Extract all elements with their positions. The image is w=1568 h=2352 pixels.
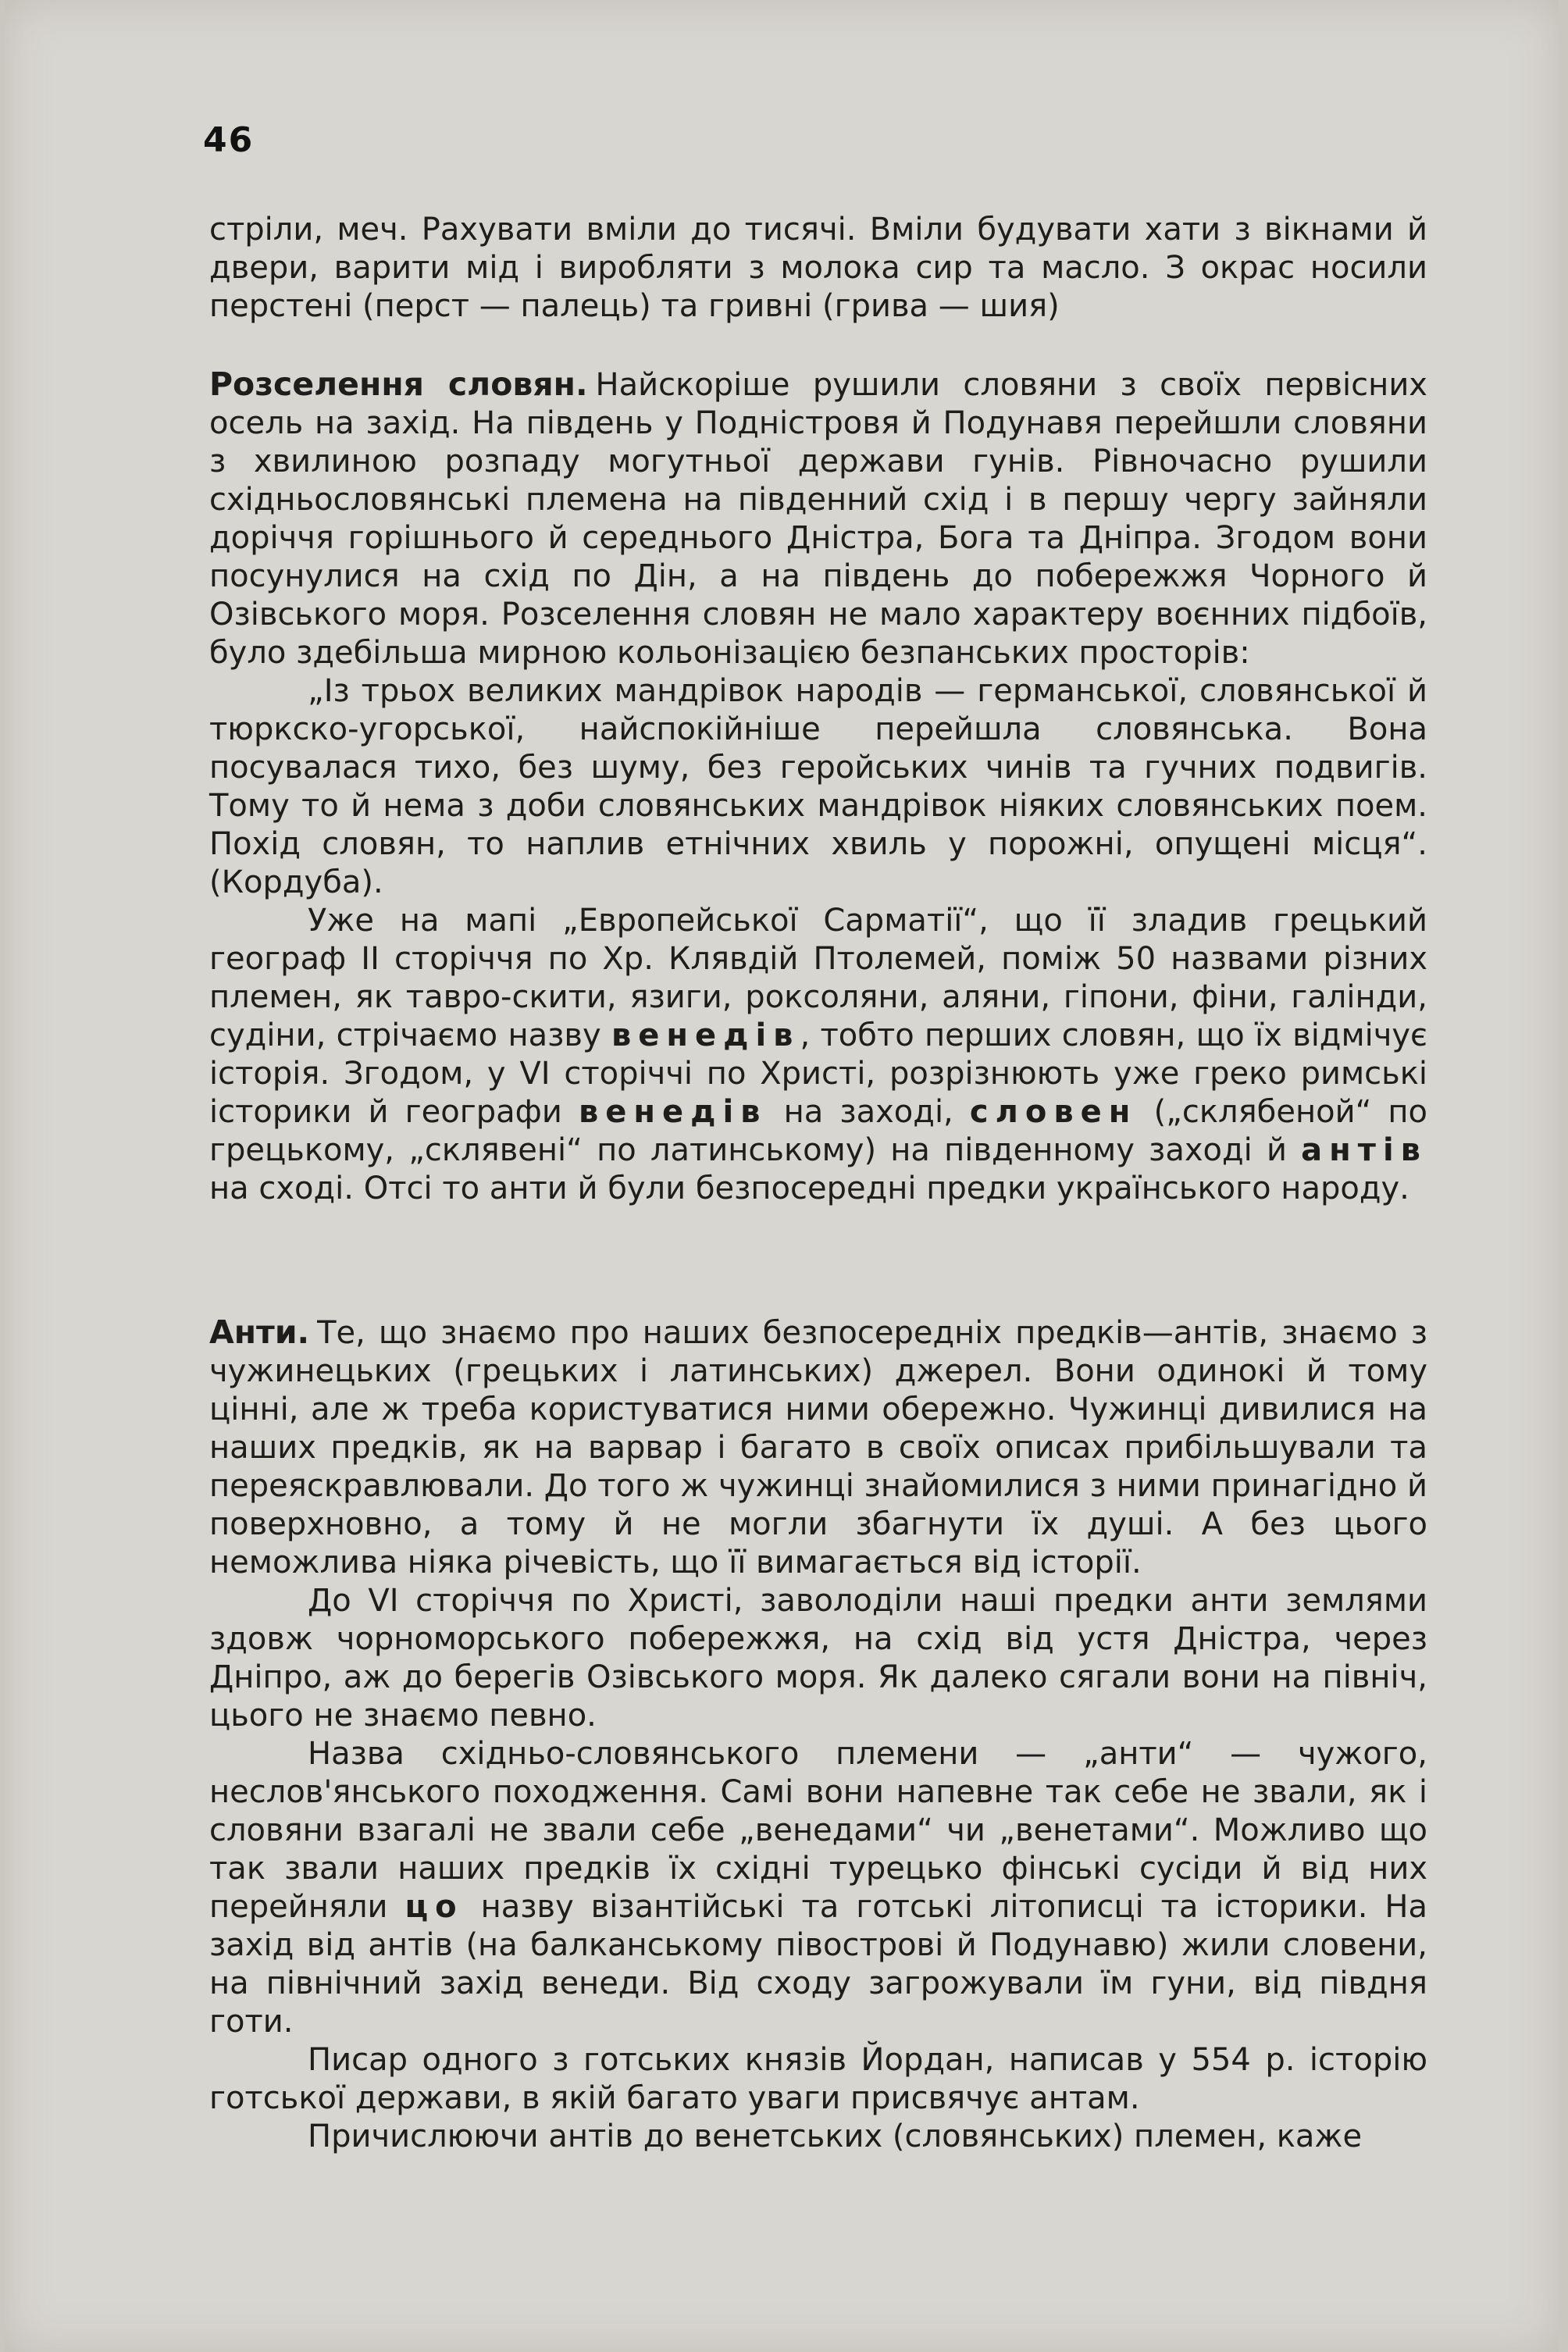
emphasis-venedy: венедів <box>611 1017 800 1053</box>
emphasis-co: цо <box>404 1889 464 1925</box>
p3-part-a: Назва східньо-словянського племени — „анти“ — чужого, неслов'янського походження. Самі вони напевне так себе не звали, як і словяни взагалі не звали себе „венедами“ чи „венетами“. Можливо що так звали наших предків їх східні турецько фінські сусіди й від них перейняли <box>209 1736 1427 1925</box>
section-heading-anty: Анти. <box>209 1313 310 1351</box>
emphasis-antiv: антів <box>1301 1132 1427 1168</box>
page-number: 46 <box>203 120 255 160</box>
anty-section <box>209 1313 1427 2156</box>
anty-paragraph-1 <box>209 1313 1427 1582</box>
intro-block <box>209 211 1427 326</box>
anty-paragraph-4: Писар одного з готських князів Йордан, написав у 554 р. історію готської держави, в якій багато уваги присвячує антам. <box>209 2042 1427 2116</box>
p2-part-d: („склябеной“ по грецькому, „склявені“ по латинському) на південному заході й <box>209 1094 1428 1168</box>
section-heading-settlement: Розселення словян. <box>209 365 588 403</box>
anty-paragraph-5: Причислюючи антів до венетських (словянських) племен, каже <box>308 2119 1363 2154</box>
emphasis-venedy-2: венедів <box>578 1094 768 1130</box>
settlement-quote: „Із трьох великих мандрівок народів — германської, словянської й тюркско-угорської, найспокійніше перейшла словянська. Вона посувалася тихо, без шуму, без геройських чинів та гучних подвигів. Тому то й нема з доби словянських мандрівок ніяких словянських поем. Похід словян, то наплив етнічних хвиль у порожні, опущені місця“. (Кордуба). <box>209 673 1427 900</box>
p3-part-b: назву візантійські та готські літописці та історики. На захід від антів (на балканському півострові й Подунавю) жили словени, на північний захід венеди. Від сходу загрожували їм гуни, від півдня готи. <box>209 1889 1428 2040</box>
p2-part-c: на заході, <box>783 1094 953 1130</box>
p2-part-b: , тобто перших словян, що їх відмічує історія. Згодом, у VI сторіччі по Христі, розрізнюють уже греко римські історики й географи <box>209 1017 1428 1130</box>
anty-paragraph-3 <box>209 1735 1427 2041</box>
settlement-paragraph-2 <box>209 902 1427 1208</box>
p2-part-e: на сході. Отсі то анти й були безпосередні предки українського народу. <box>209 1171 1409 1206</box>
settlement-p1-text: Найскоріше рушили словяни з своїх первісних осель на захід. На південь у Подністровя й Подунавя перейшли словяни з хвилиною розпаду могутньої держави гунів. Рівночасно рушили східньословянські племена на південний схід і в першу чергу зайняли доріччя горішнього й середнього Дністра, Бога та Дніпра. Згодом вони посунулися на схід по Дін, а на південь до побережжя Чорного й Озівського моря. Розселення словян не мало характеру воєнних підбоїв, було здебільша мирною кольонізацією безпанських просторів: <box>209 367 1427 671</box>
settlement-paragraph-1 <box>209 365 1427 672</box>
anty-paragraph-2: До VI сторіччя по Христі, заволоділи наші предки анти землями здовж чорноморського побережжя, на схід від устя Дністра, через Дніпро, аж до берегів Озівського моря. Як далеко сягали вони на північ, цього не знаємо певно. <box>209 1583 1427 1734</box>
p2-part-a: Уже на мапі „Европейської Сарматії“, що її зладив грецький географ II сторіччя по Хр. Клявдій Птолемей, поміж 50 назвами різних племен, як тавро-скити, язиги, роксоляни, аляни, гіпони, фіни, галінди, судіни, стрічаємо назву <box>209 903 1427 1053</box>
intro-paragraph: стріли, меч. Рахувати вміли до тисячі. Вміли будувати хати з вікнами й двери, варити мід і виробляти з молока сир та масло. З окрас носили перстені (перст — палець) та гривні (грива — шия) <box>209 212 1427 324</box>
book-page <box>5 0 1559 2352</box>
emphasis-sloven: словен <box>969 1094 1138 1130</box>
settlement-section <box>209 365 1427 1208</box>
anty-p1-text: Те, що знаємо про наших безпосередніх предків—антів, знаємо з чужинецьких (грецьких і латинських) джерел. Вони одинокі й тому цінні, але ж треба користуватися ними обережно. Чужинці дивилися на наших предків, як на варвар і багато в своїх описах прибільшували та переяскравлювали. До того ж чужинці знайомилися з ними принагідно й поверхновно, а тому й не могли збагнути їх душі. А без цього неможлива ніяка річевість, що її вимагається від історії. <box>209 1315 1427 1580</box>
